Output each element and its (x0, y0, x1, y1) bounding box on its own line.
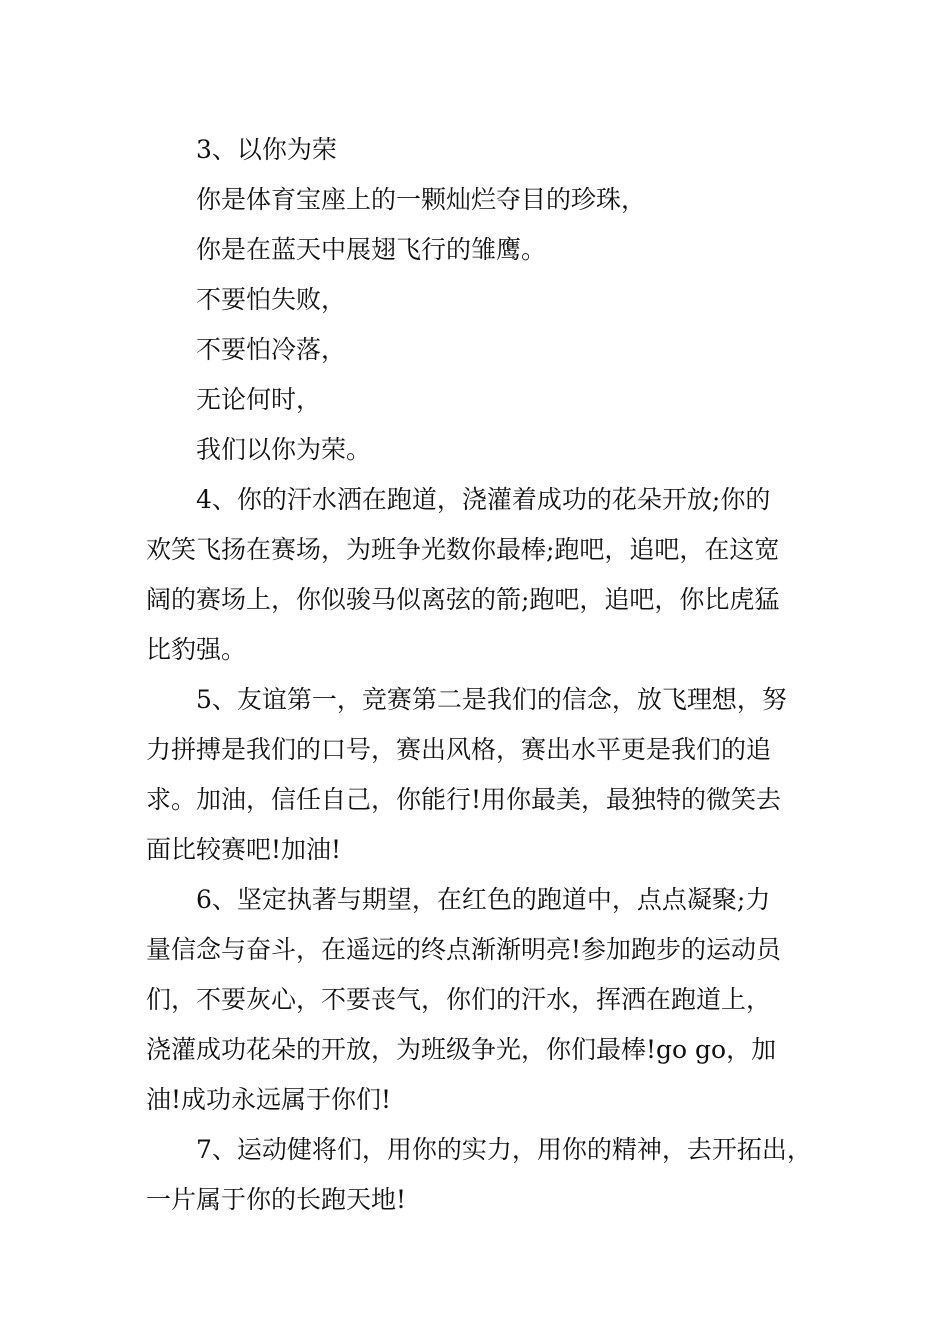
poem-line: 无论何时， (196, 385, 322, 414)
paragraph-7-line: 一片属于你的长跑天地! (146, 1185, 407, 1214)
paragraph-4-line: 欢笑飞扬在赛场，为班争光数你最棒;跑吧，追吧，在这宽 (146, 535, 780, 564)
paragraph-4-line: 比豹强。 (146, 635, 247, 664)
paragraph-6-line: 浇灌成功花朵的开放，为班级争光，你们最棒!go go，加 (146, 1035, 777, 1064)
paragraph-5-line: 求。加油，信任自己，你能行!用你最美，最独特的微笑去 (146, 785, 782, 814)
poem-line: 不要怕失败， (196, 285, 347, 314)
paragraph-5-line: 5、友谊第一，竞赛第二是我们的信念，放飞理想，努 (196, 685, 787, 714)
paragraph-6-line: 们，不要灰心，不要丧气，你们的汗水，挥洒在跑道上， (146, 985, 772, 1014)
poem-line: 你是体育宝座上的一颗灿烂夺目的珍珠， (196, 185, 647, 214)
poem-line: 不要怕冷落， (196, 335, 347, 364)
section-heading-3: 3、以你为荣 (196, 135, 337, 164)
document-body (146, 125, 846, 1225)
poem-line: 我们以你为荣。 (196, 435, 372, 464)
paragraph-5-line: 面比较赛吧!加油! (146, 835, 342, 864)
paragraph-6-line: 6、坚定执著与期望，在红色的跑道中，点点凝聚;力 (196, 885, 771, 914)
paragraph-4-line: 阔的赛场上，你似骏马似离弦的箭;跑吧，追吧，你比虎猛 (146, 585, 780, 614)
paragraph-6-line: 量信念与奋斗，在遥远的终点渐渐明亮!参加跑步的运动员 (146, 935, 782, 964)
paragraph-6-line: 油!成功永远属于你们! (146, 1085, 392, 1114)
poem-line: 你是在蓝天中展翅飞行的雏鹰。 (196, 235, 547, 264)
paragraph-4-line: 4、你的汗水洒在跑道，浇灌着成功的花朵开放;你的 (196, 485, 771, 514)
paragraph-5-line: 力拼搏是我们的口号，赛出风格，赛出水平更是我们的追 (146, 735, 772, 764)
paragraph-7-line: 7、运动健将们，用你的实力，用你的精神，去开拓出， (196, 1135, 812, 1164)
